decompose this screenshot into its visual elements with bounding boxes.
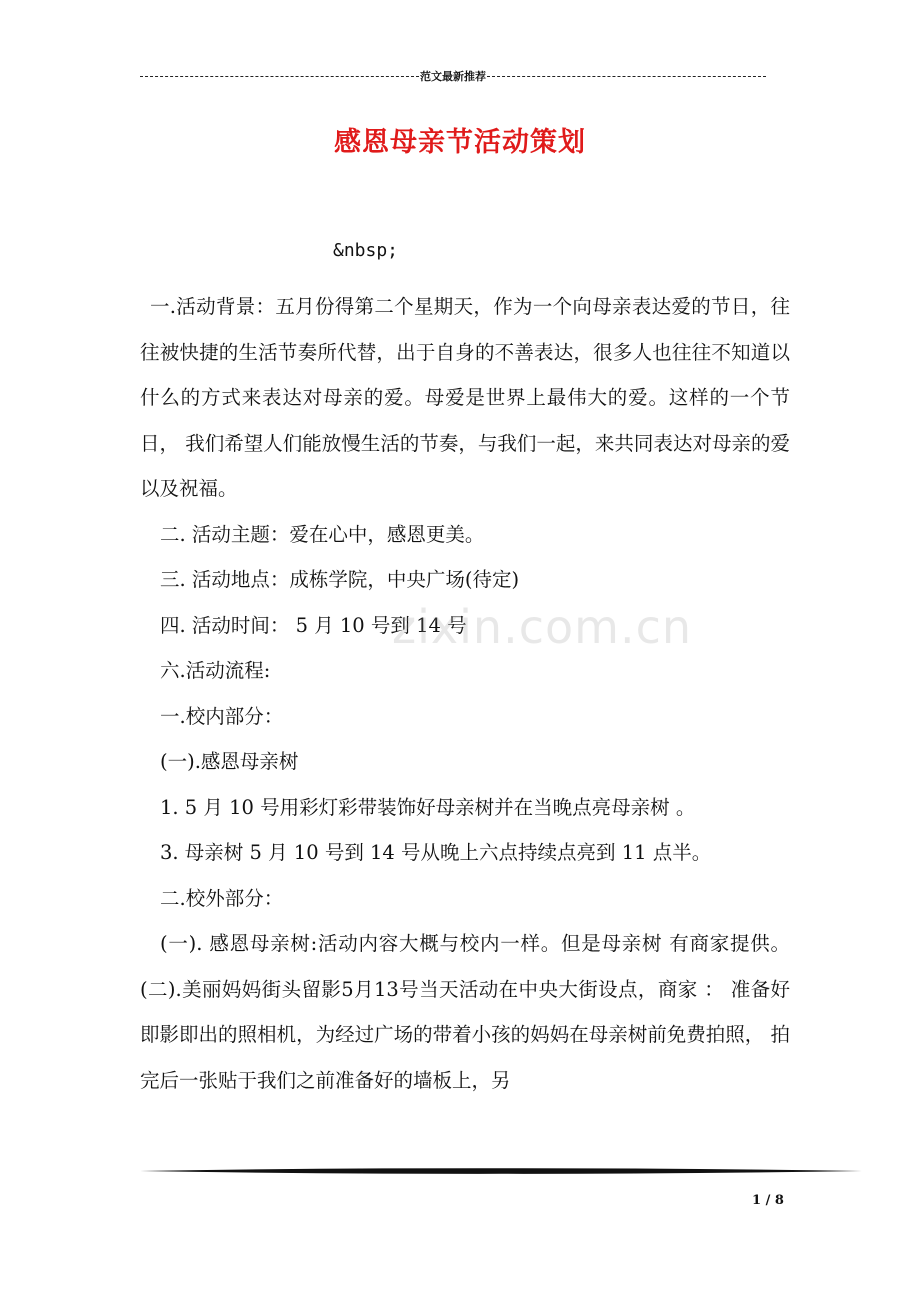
paragraph-step-1: 1. 5 月 10 号用彩灯彩带装饰好母亲树并在当晚点亮母亲树 。: [160, 795, 696, 819]
document-title: 感恩母亲节活动策划: [334, 127, 586, 158]
paragraph-location: 三. 活动地点：成栋学院，中央广场(待定): [160, 568, 520, 591]
paragraph-step-3: 3. 母亲树 5 月 10 号到 14 号从晚上六点持续点亮到 11 点半。: [160, 841, 712, 864]
header-dash-left: [140, 76, 419, 77]
paragraph-offcampus-detail: (一). 感恩母亲树:活动内容大概与校内一样。但是母亲树 有商家提供。(二).美丽妈妈街头留影5月13号当天活动在中央大街设点，商家 ： 准备好即影即出的照相机，为经过广场的带着小孩的妈妈在母亲树前免费拍照， 拍完后一张贴于我们之前准备好的墙板上，另: [140, 932, 790, 1092]
paragraph-theme: 二. 活动主题：爱在心中，感恩更美。: [160, 522, 485, 546]
document-body: [140, 284, 790, 1103]
paragraph-offcampus-heading: 二.校外部分：: [160, 886, 284, 910]
nbsp-artifact: &nbsp;: [333, 240, 399, 261]
header-label: 范文最新推荐: [420, 70, 486, 83]
watermark: zixin.com.cn: [392, 600, 693, 654]
header-dash-right: [487, 76, 766, 77]
paragraph-mother-tree: (一).感恩母亲树: [160, 750, 299, 773]
footer-rule: [140, 1168, 862, 1174]
paragraph-campus-heading: 一.校内部分：: [160, 704, 284, 728]
paragraph-background: 一.活动背景：五月份得第二个星期天，作为一个向母亲表达爱的节日，往往被快捷的生活节奏所代替，出于自身的不善表达，很多人也往往不知道以 什么的方式来表达对母亲的爱。母爱是世界上最伟大的爱。这样的一个节日， 我们希望人们能放慢生活的节奏，与我们一起，来共同表达对母亲的爱以及祝福。: [140, 295, 790, 500]
paragraph-flow-heading: 六.活动流程:: [160, 659, 271, 682]
paragraph-time: 四. 活动时间： 5 月 10 号到 14 号: [160, 613, 467, 637]
page-number: 1 / 8: [752, 1193, 784, 1208]
header-banner: [140, 66, 766, 86]
